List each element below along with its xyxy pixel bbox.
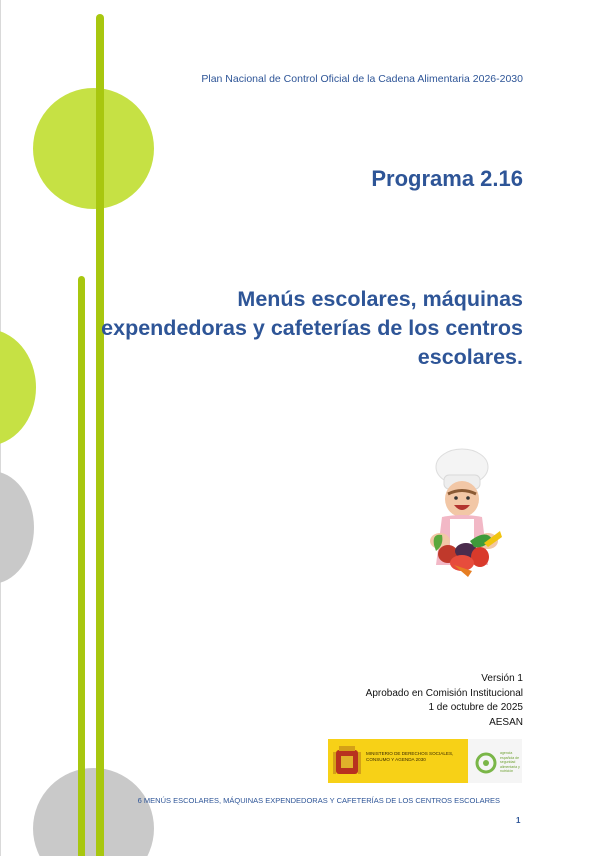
approval-date: 1 de octubre de 2025 [428, 702, 523, 713]
institutional-logos [328, 739, 522, 783]
coat-of-arms-icon [333, 744, 361, 778]
decorative-gray-circle-left [0, 471, 34, 584]
decorative-green-circle-top [33, 88, 154, 209]
page-number: 1 [516, 816, 521, 825]
title-line: Menús escolares, máquinas [237, 287, 523, 311]
approval-label: Aprobado en Comisión Institucional [365, 687, 523, 699]
child-chef-vegetables-image [414, 447, 524, 587]
decorative-gray-circle-bottom [33, 768, 154, 856]
aesan-swirl-icon [474, 751, 498, 775]
version-label: Versión 1 [481, 673, 523, 684]
document-title [83, 285, 523, 372]
ministry-logo [328, 739, 468, 783]
decorative-green-circle-left [0, 329, 36, 446]
document-metadata [366, 672, 523, 730]
program-number: Programa 2.16 [371, 166, 523, 191]
decorative-vertical-bar-long [96, 14, 104, 856]
running-footer: 6 MENÚS ESCOLARES, MÁQUINAS EXPENDEDORAS Y CAFETERÍAS DE LOS CENTROS ESCOLARES [137, 796, 500, 805]
aesan-logo [474, 743, 520, 779]
plan-header: Plan Nacional de Control Oficial de la Cadena Alimentaria 2026-2030 [201, 73, 523, 85]
title-line: expendedoras y cafeterías de los centros [101, 316, 523, 340]
title-line: escolares. [417, 345, 523, 369]
ministry-name: MINISTERIO DE DERECHOS SOCIALES, CONSUMO Y AGENDA 2030 [366, 751, 454, 762]
aesan-name: agencia española de seguridad alimentaria y nutrición [500, 751, 520, 773]
agency-label: AESAN [489, 716, 523, 728]
